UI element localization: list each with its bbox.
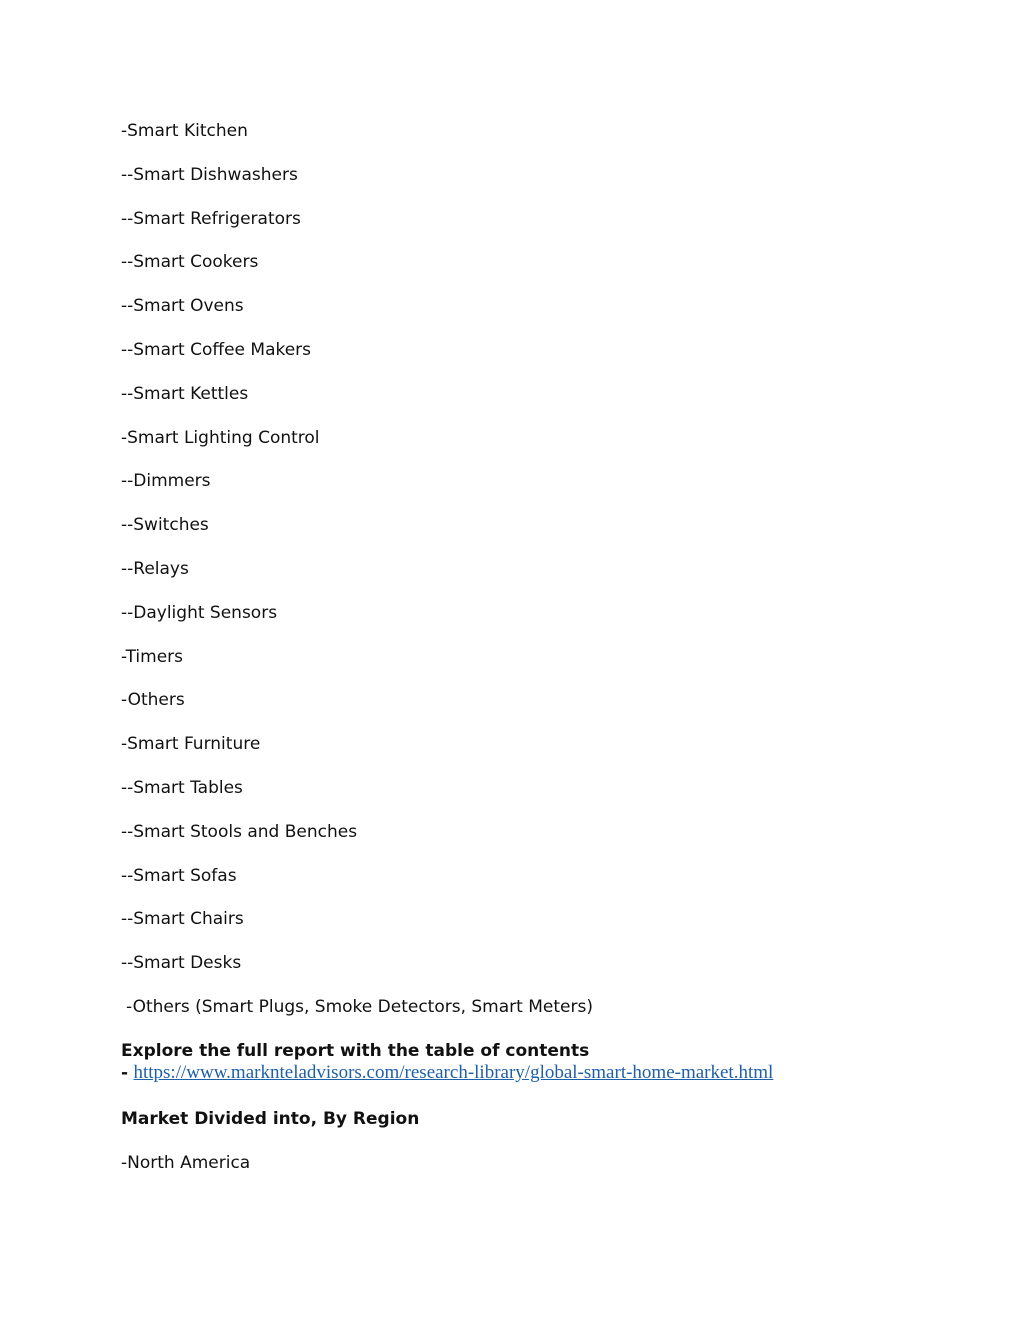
link-dash: - [121, 1062, 129, 1083]
list-item: --Smart Coffee Makers [121, 339, 312, 360]
list-item: --Smart Cookers [121, 252, 259, 273]
list-item: --Smart Tables [121, 777, 243, 798]
list-item: -Others [121, 690, 185, 711]
region-heading: Market Divided into, By Region [121, 1108, 420, 1129]
list-item: --Smart Ovens [121, 296, 244, 317]
list-item: --Smart Chairs [121, 909, 244, 930]
explore-report-title: Explore the full report with the table of contents [121, 1040, 590, 1061]
list-item: -Smart Lighting Control [121, 427, 320, 448]
list-item: -North America [121, 1152, 251, 1173]
list-item: --Smart Desks [121, 953, 242, 974]
list-item: -Others (Smart Plugs, Smoke Detectors, Smart Meters) [126, 996, 593, 1017]
list-item: --Daylight Sensors [121, 602, 278, 623]
list-item: -Timers [121, 646, 184, 667]
list-item: --Dimmers [121, 471, 211, 492]
explore-report-section [121, 1038, 901, 1106]
list-item: --Smart Kettles [121, 383, 249, 404]
report-link[interactable]: https://www.marknteladvisors.com/research-library/global-smart-home-market.html [133, 1061, 774, 1083]
list-item: --Smart Dishwashers [121, 164, 298, 185]
list-item: -Smart Furniture [121, 734, 261, 755]
list-item: --Smart Stools and Benches [121, 821, 358, 842]
list-item: --Relays [121, 558, 189, 579]
document-content [121, 118, 901, 1193]
list-item: --Switches [121, 515, 209, 536]
list-item: --Smart Sofas [121, 865, 237, 886]
list-item: -Smart Kitchen [121, 121, 248, 141]
explore-link-row [121, 1061, 901, 1083]
list-item: --Smart Refrigerators [121, 208, 301, 229]
